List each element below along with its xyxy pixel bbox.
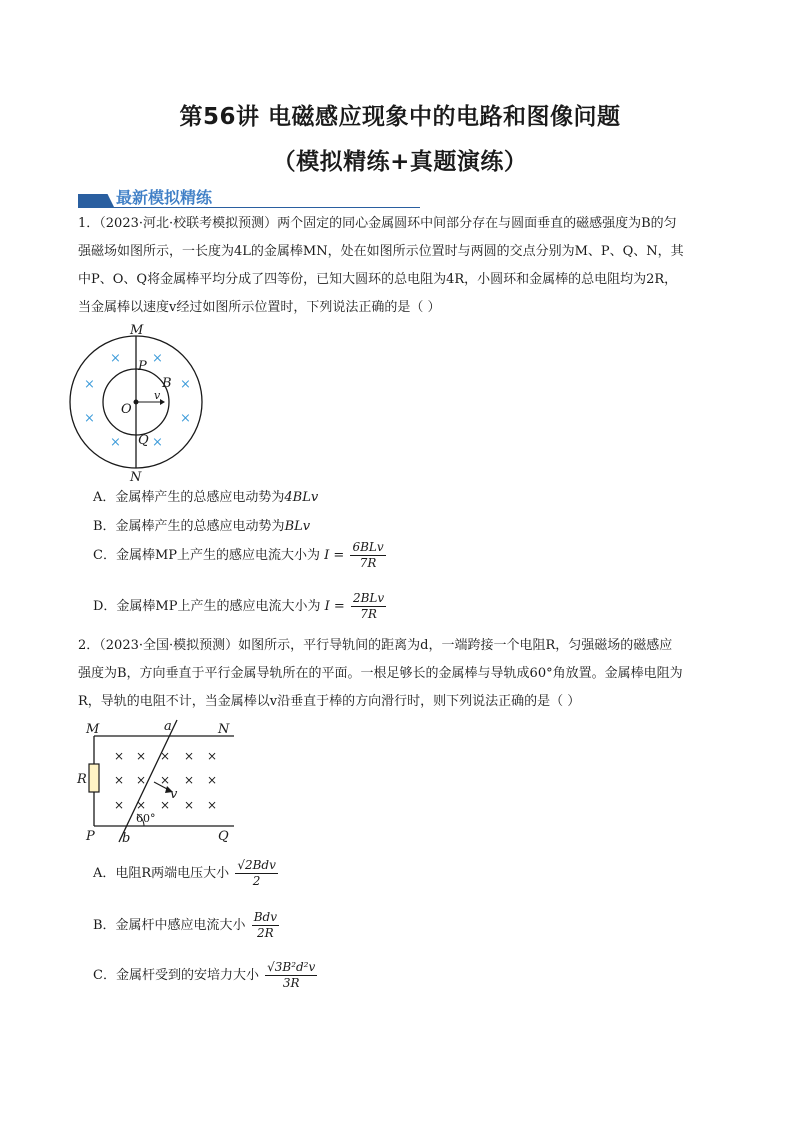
label-q: Q <box>138 433 149 448</box>
q2-option-b[interactable] <box>93 910 279 941</box>
cross-mark: × <box>160 749 171 763</box>
q2-option-c[interactable] <box>93 960 317 991</box>
fraction-numerator: Bdv <box>253 910 277 924</box>
fraction <box>265 960 317 991</box>
q1-line: 中P、O、Q将金属棒平均分成了四等份，已知大圆环的总电阻为4R，小圆环和金属棒的总电阻均为2R， <box>78 272 678 287</box>
label-n: N <box>130 470 142 482</box>
label-n: N <box>218 722 230 737</box>
cross-mark: × <box>136 749 147 763</box>
q1-figure <box>66 322 216 482</box>
cross-mark: × <box>184 749 195 763</box>
cross-mark: × <box>160 798 171 812</box>
fraction <box>350 540 385 571</box>
label-r: R <box>77 772 87 787</box>
fraction <box>252 910 279 941</box>
cross-mark: × <box>184 798 195 812</box>
label-v: v <box>170 787 178 802</box>
label-b: b <box>122 831 131 846</box>
cross-mark: × <box>114 798 125 812</box>
fraction-numerator: 6BLv <box>352 540 384 554</box>
label-m: M <box>130 323 144 338</box>
label-v: v <box>154 389 161 402</box>
field-crosses <box>114 749 217 812</box>
option-text: B．金属杆中感应电流大小 <box>93 918 246 933</box>
fraction <box>235 858 278 889</box>
cross-mark: × <box>136 773 147 787</box>
cross-mark: × <box>160 773 171 787</box>
option-expr: 4BLv <box>284 490 319 505</box>
formula-lhs: I = <box>324 599 345 614</box>
q1-line: 1．（2023·河北·校联考模拟预测）两个固定的同心金属圆环中间部分存在与圆面垂直的磁感强度为B的匀 <box>78 216 677 231</box>
fraction-denominator: 2R <box>257 926 274 940</box>
label-a: a <box>164 719 172 734</box>
cross-mark: × <box>84 377 95 392</box>
q2-line: 2．（2023·全国·模拟预测）如图所示，平行导轨间的距离为d，一端跨接一个电阻R，匀强磁场的磁感应 <box>78 638 673 653</box>
q1-stem <box>78 210 730 322</box>
q1-line: 当金属棒以速度v经过如图所示位置时，下列说法正确的是（ ） <box>78 300 441 315</box>
option-text: A．金属棒产生的总感应电动势为 <box>93 490 285 505</box>
resistor <box>89 764 99 792</box>
fraction-numerator: √2Bdv <box>237 858 276 872</box>
q1-option-d[interactable] <box>93 591 386 622</box>
fraction-denominator: 3R <box>282 976 300 990</box>
fraction-numerator: 2BLv <box>352 591 385 605</box>
fraction-denominator: 7R <box>359 556 377 570</box>
fraction-denominator: 2 <box>252 874 261 888</box>
center-dot <box>134 400 139 405</box>
option-text: C．金属杆受到的安培力大小 <box>93 968 259 983</box>
q2-line: 强度为B，方向垂直于平行金属导轨所在的平面。一根足够长的金属棒与导轨成60°角放置。金属棒电阻为 <box>78 666 683 681</box>
option-text: C．金属棒MP上产生的感应电流大小为 <box>93 548 321 563</box>
q2-figure <box>74 716 244 846</box>
q1-option-b[interactable] <box>93 515 310 534</box>
option-text: D．金属棒MP上产生的感应电流大小为 <box>93 599 321 614</box>
cross-mark: × <box>180 411 191 426</box>
label-b: B <box>162 376 172 391</box>
fraction <box>351 591 386 622</box>
q1-option-a[interactable] <box>93 486 318 505</box>
label-q: Q <box>218 829 229 844</box>
section-bar-icon <box>78 194 114 207</box>
page-title: 第56讲 电磁感应现象中的电路和图像问题 <box>179 104 621 130</box>
option-text: A．电阻R两端电压大小 <box>93 866 230 881</box>
q1-line: 强磁场如图所示，一长度为4L的金属棒MN，处在如图所示位置时与两圆的交点分别为M、P、Q、N，其 <box>78 244 684 259</box>
cross-mark: × <box>110 435 121 450</box>
label-p: P <box>86 829 95 844</box>
cross-mark: × <box>180 377 191 392</box>
page-subtitle: （模拟精练+真题演练） <box>272 149 528 175</box>
q2-line: R，导轨的电阻不计，当金属棒以v沿垂直于棒的方向滑行时，则下列说法正确的是（ ） <box>78 694 581 709</box>
section-divider <box>78 207 420 208</box>
q1-option-c[interactable] <box>93 540 386 571</box>
cross-mark: × <box>207 798 218 812</box>
q2-stem <box>78 632 730 716</box>
cross-mark: × <box>184 773 195 787</box>
fraction-numerator: √3B²d²v <box>267 960 316 974</box>
cross-mark: × <box>152 435 163 450</box>
q2-option-a[interactable] <box>93 858 278 889</box>
label-p: P <box>138 359 147 374</box>
label-m: M <box>86 722 100 737</box>
cross-mark: × <box>152 351 163 366</box>
velocity-arrowhead <box>160 399 165 405</box>
option-text: B．金属棒产生的总感应电动势为 <box>93 519 285 534</box>
cross-mark: × <box>114 773 125 787</box>
cross-mark: × <box>136 798 147 812</box>
label-angle: 60° <box>136 812 156 825</box>
cross-mark: × <box>84 411 95 426</box>
cross-mark: × <box>207 773 218 787</box>
cross-mark: × <box>114 749 125 763</box>
cross-mark: × <box>110 351 121 366</box>
label-o: O <box>121 402 132 417</box>
section-title: 最新模拟精练 <box>116 188 213 207</box>
formula-lhs: I = <box>324 548 345 563</box>
cross-mark: × <box>207 749 218 763</box>
option-expr: BLv <box>284 519 311 534</box>
fraction-denominator: 7R <box>360 607 377 621</box>
